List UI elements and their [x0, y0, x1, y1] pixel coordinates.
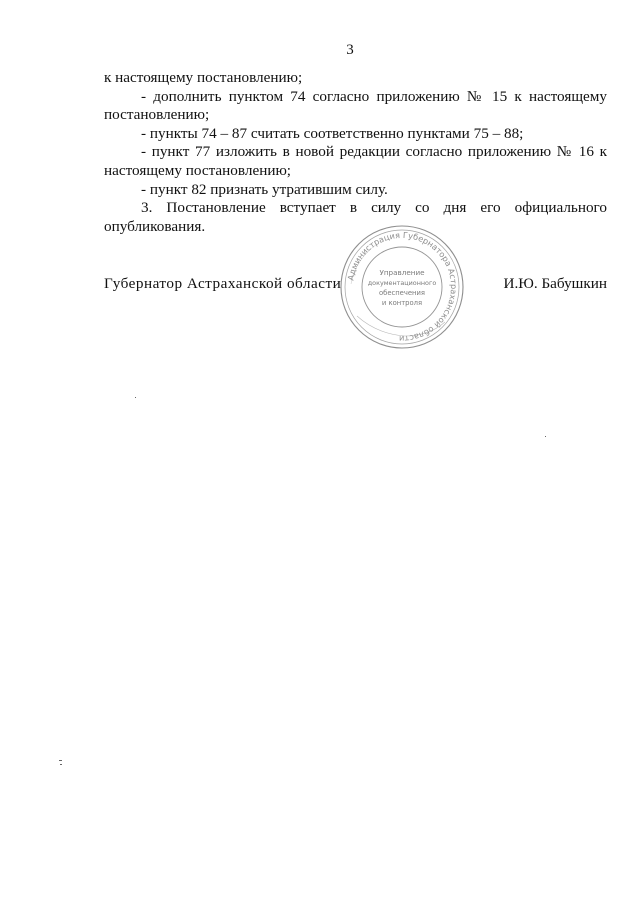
page-number: 3	[346, 42, 354, 58]
paragraph-item: - пункты 74 – 87 считать соответственно пунктами 75 – 88;	[141, 124, 524, 142]
scan-speck	[135, 397, 136, 398]
paragraph-item: - дополнить пунктом 74 согласно приложению № 15 к настоящему постановлению;	[104, 87, 607, 124]
paragraph-item: - пункт 77 изложить в новой редакции согласно приложению № 16 к настоящему постановлению;	[104, 143, 607, 179]
seal-icon	[339, 224, 465, 350]
signatory-name: И.Ю. Бабушкин	[503, 275, 607, 292]
seal-inner-line: обеспечения	[378, 289, 426, 297]
document-body	[104, 69, 607, 236]
seal-inner-line: документационного	[367, 279, 437, 287]
official-seal-stamp	[339, 224, 465, 350]
seal-inner-line: и контроля	[381, 299, 423, 307]
scan-speck	[60, 764, 62, 765]
paragraph-item: - пункт 82 признать утратившим силу.	[141, 180, 388, 198]
signatory-title: Губернатор Астраханской области	[104, 275, 342, 292]
scan-speck	[59, 760, 62, 761]
paragraph-effective-date: 3. Постановление вступает в силу со дня его официального опубликования.	[104, 199, 607, 235]
paragraph-continuation: к настоящему постановлению;	[104, 69, 303, 86]
seal-inner-line: Управление	[379, 268, 425, 277]
seal-ring-text: Администрация Губернатора Астраханской области	[345, 229, 460, 345]
scan-speck	[545, 436, 546, 437]
